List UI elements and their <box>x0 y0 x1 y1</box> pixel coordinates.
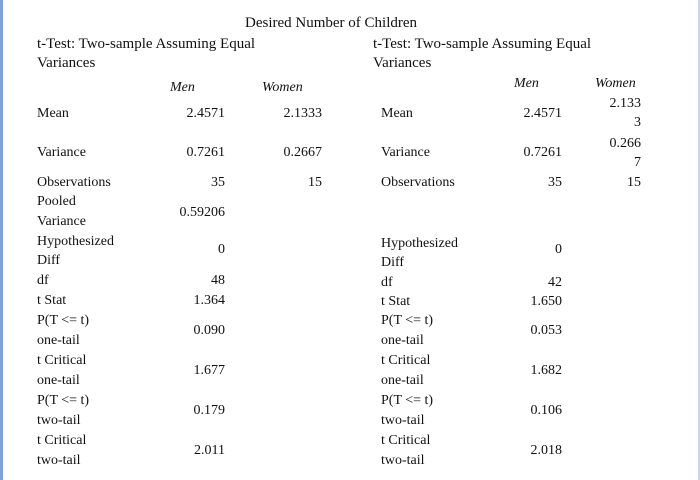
left-tcrit-one-tail: 1.677 <box>193 363 225 378</box>
left-row-label-pooled: Pooled <box>37 194 76 209</box>
left-hypothesized-diff: 0 <box>218 242 225 257</box>
right-p-two-tail: 0.106 <box>530 403 562 418</box>
left-col-header-men: Men <box>170 80 195 95</box>
right-row-label-hypothesized-cont: Diff <box>381 255 405 270</box>
right-row-label-tcrit-one-tail-cont: one-tail <box>381 373 424 388</box>
right-p-one-tail: 0.053 <box>530 323 562 338</box>
left-table-heading: t-Test: Two-sample Assuming Equal <box>37 36 256 52</box>
right-mean-women-wrap: 3 <box>634 115 641 130</box>
right-row-label-p-two-tail: P(T <= t) <box>381 393 434 408</box>
left-row-label-p-one-tail-cont: one-tail <box>37 333 80 348</box>
right-row-label-tcrit-one-tail: t Critical <box>381 353 431 368</box>
left-row-label-p-two-tail: P(T <= t) <box>37 393 90 408</box>
right-table-heading-cont: Variances <box>373 55 432 71</box>
left-observations-men: 35 <box>211 175 225 190</box>
left-row-label-variance: Variance <box>37 145 86 160</box>
right-row-label-tcrit-two-tail-cont: two-tail <box>381 453 425 468</box>
right-tcrit-two-tail: 2.018 <box>530 443 562 458</box>
left-row-label-tcrit-one-tail: t Critical <box>37 353 87 368</box>
right-tcrit-one-tail: 1.682 <box>530 363 562 378</box>
left-row-label-tcrit-one-tail-cont: one-tail <box>37 373 80 388</box>
left-row-label-pooled-cont: Variance <box>37 214 86 229</box>
right-mean-men: 2.4571 <box>523 106 562 121</box>
right-variance-women: 0.266 <box>609 136 641 151</box>
right-col-header-men: Men <box>514 76 539 91</box>
right-row-label-variance: Variance <box>381 145 430 160</box>
page-title: Desired Number of Children <box>245 15 418 31</box>
left-col-header-women: Women <box>262 80 303 95</box>
right-hypothesized-diff: 0 <box>555 242 562 257</box>
right-row-label-mean: Mean <box>381 106 413 121</box>
left-variance-men: 0.7261 <box>186 145 225 160</box>
left-df: 48 <box>211 273 225 288</box>
left-row-label-mean: Mean <box>37 106 69 121</box>
right-row-label-p-two-tail-cont: two-tail <box>381 413 425 428</box>
left-table-heading-cont: Variances <box>37 55 96 71</box>
right-mean-women: 2.133 <box>609 96 641 111</box>
left-p-one-tail: 0.090 <box>193 323 225 338</box>
left-row-label-p-one-tail: P(T <= t) <box>37 313 90 328</box>
window-left-edge <box>0 0 3 480</box>
left-pooled-variance: 0.59206 <box>179 205 225 220</box>
right-variance-women-wrap: 7 <box>634 155 641 170</box>
left-p-two-tail: 0.179 <box>193 403 225 418</box>
left-mean-men: 2.4571 <box>186 106 225 121</box>
left-row-label-p-two-tail-cont: two-tail <box>37 413 81 428</box>
right-row-label-hypothesized: Hypothesized <box>381 236 458 251</box>
left-row-label-hypothesized: Hypothesized <box>37 234 114 249</box>
right-row-label-tstat: t Stat <box>381 294 411 309</box>
left-row-label-hypothesized-cont: Diff <box>37 253 61 268</box>
right-row-label-p-one-tail: P(T <= t) <box>381 313 434 328</box>
right-observations-women: 15 <box>627 175 641 190</box>
right-tstat: 1.650 <box>530 294 562 309</box>
left-row-label-df: df <box>37 273 49 288</box>
left-tstat: 1.364 <box>193 293 225 308</box>
right-table-heading: t-Test: Two-sample Assuming Equal <box>373 36 592 52</box>
left-row-label-observations: Observations <box>37 175 111 190</box>
right-row-label-tcrit-two-tail: t Critical <box>381 433 431 448</box>
right-row-label-df: df <box>381 275 393 290</box>
right-df: 42 <box>548 275 562 290</box>
left-observations-women: 15 <box>308 175 322 190</box>
right-variance-men: 0.7261 <box>523 145 562 160</box>
left-row-label-tstat: t Stat <box>37 293 67 308</box>
right-row-label-observations: Observations <box>381 175 455 190</box>
left-variance-women: 0.2667 <box>283 145 322 160</box>
right-row-label-p-one-tail-cont: one-tail <box>381 333 424 348</box>
left-tcrit-two-tail: 2.011 <box>194 443 225 458</box>
right-col-header-women: Women <box>595 76 636 91</box>
right-observations-men: 35 <box>548 175 562 190</box>
left-row-label-tcrit-two-tail-cont: two-tail <box>37 453 81 468</box>
left-row-label-tcrit-two-tail: t Critical <box>37 433 87 448</box>
left-mean-women: 2.1333 <box>283 106 322 121</box>
